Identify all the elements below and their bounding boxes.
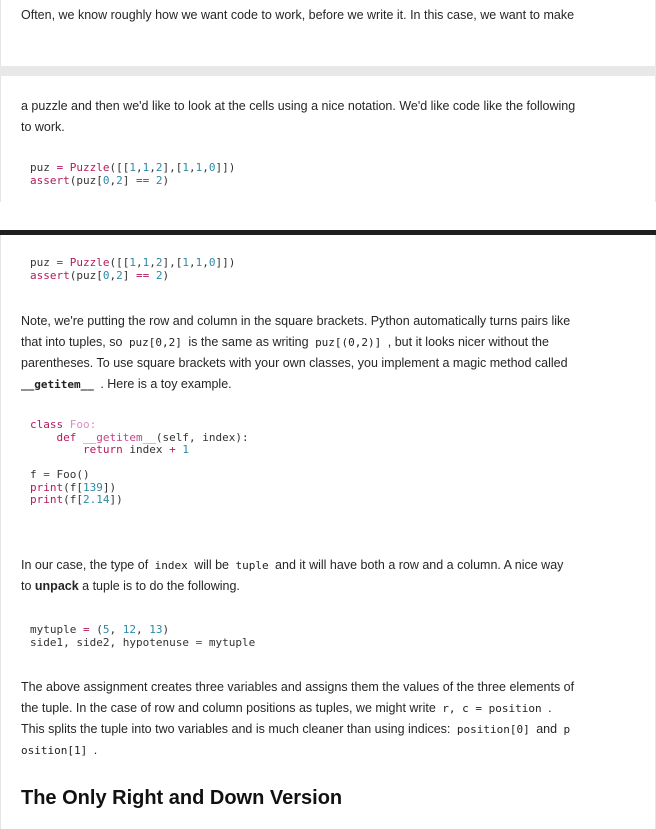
text-run: The above assignment creates three variables and assigns them the values of the three elements of [21, 680, 575, 694]
text-run: that into tuples, so [21, 335, 126, 349]
code-token: 5 [102, 623, 110, 636]
code-token: (f[ [63, 493, 83, 506]
code-token: print [30, 480, 64, 494]
code-token: 1 [182, 256, 189, 269]
code-token: Foo: [69, 418, 97, 431]
bold-term: unpack [34, 579, 79, 593]
text-line: to work. [21, 120, 65, 134]
code-token: return [82, 443, 123, 456]
code-token: 2 [116, 268, 123, 282]
text-run: and [532, 722, 561, 736]
inline-code: p [563, 723, 571, 736]
code-token: 2 [155, 256, 163, 269]
text-run: parentheses. To use square brackets with your own classes, you implement a magic method called [21, 356, 568, 370]
code-token: 1 [195, 161, 203, 174]
code-token: = [195, 635, 203, 649]
text-run: This splits the tuple into two variables and is much cleaner than using indices: [21, 722, 454, 736]
code-token: 12 [122, 623, 136, 636]
page-fragment-main [0, 235, 656, 829]
code-token: (puz[ [69, 173, 103, 187]
code-token: 2 [155, 161, 163, 174]
code-token: == [136, 173, 150, 187]
code-block-puzzle-repeat: puz = Puzzle([[1,1,2],[1,1,0]]) assert(puz[0,2] == 2) [30, 256, 236, 282]
inline-code: puz[0,2] [128, 336, 182, 349]
code-token: 1 [182, 161, 189, 174]
code-token: f [30, 468, 37, 481]
code-token: def [56, 430, 77, 444]
page-fragment-middle [0, 76, 656, 202]
code-token: 0 [208, 256, 216, 269]
intro-text-continued [21, 96, 641, 138]
code-token: print [30, 493, 64, 506]
code-token: 1 [182, 443, 189, 456]
code-token: 1 [142, 161, 150, 174]
code-token: Puzzle [69, 256, 110, 269]
code-token: 2 [155, 173, 163, 187]
code-token: 139 [83, 480, 103, 494]
code-token: mytuple [30, 623, 77, 636]
code-token: mytuple [208, 635, 256, 649]
code-token: ([[ [109, 161, 130, 174]
inline-code: position[0] [456, 723, 530, 736]
code-token: index [129, 443, 163, 456]
text-run: . Here is a toy example. [96, 377, 232, 391]
code-token: 1 [142, 256, 150, 269]
text-line: a puzzle and then we'd like to look at the cells using a nice notation. We'd like code like the following [21, 99, 576, 113]
code-token: 2.14 [83, 493, 110, 506]
text-run: is the same as writing [184, 335, 313, 349]
code-token: 0 [208, 161, 216, 174]
code-token: puz [30, 256, 50, 269]
code-token: puz [30, 161, 50, 174]
code-token: = [82, 623, 90, 636]
code-token: side1, side2, hypotenuse [30, 635, 189, 649]
code-token: Puzzle [69, 161, 110, 174]
inline-code: __getitem__ [21, 378, 94, 391]
code-token: = [43, 468, 50, 481]
code-token: class [30, 418, 64, 431]
code-token: 2 [116, 173, 123, 187]
code-token: 1 [129, 161, 136, 174]
code-block-mytuple: mytuple = (5, 12, 13) side1, side2, hypotenuse = mytuple [30, 623, 256, 649]
inline-code: osition[1] [21, 744, 88, 757]
code-token: = [56, 256, 64, 269]
section-heading: The Only Right and Down Version [21, 787, 343, 809]
code-token: assert [30, 173, 70, 187]
code-token: ([[ [109, 256, 130, 269]
text-run: a tuple is to do the following. [78, 579, 240, 593]
code-token: Foo() [56, 468, 90, 481]
code-token: (f[ [63, 480, 83, 494]
text-run: Note, we're putting the row and column in the square brackets. Python automatically turns pairs like [21, 314, 571, 328]
code-token: = [56, 161, 64, 174]
text-run: and it will have both a row and a column. A nice way [271, 558, 564, 572]
code-block-puzzle: puz = Puzzle([[1,1,2],[1,1,0]]) assert(puz[0,2] == 2) [30, 161, 236, 187]
paragraph-getitem [21, 311, 641, 395]
inline-code: tuple [235, 559, 269, 572]
code-token: 13 [149, 623, 163, 636]
code-token: 0 [102, 268, 110, 282]
page-fragment-top [0, 0, 656, 66]
code-block-foo-class [30, 419, 249, 507]
code-token: ]) [102, 480, 117, 494]
text-run: to [21, 579, 35, 593]
code-token: 2 [155, 268, 163, 282]
code-token: (puz[ [69, 268, 103, 282]
paragraph-assignment [21, 677, 641, 761]
inline-code: r, c = position [442, 702, 542, 715]
text-run: In our case, the type of [21, 558, 152, 572]
code-token: 1 [195, 256, 203, 269]
text-run: will be [190, 558, 233, 572]
code-token: 1 [129, 256, 136, 269]
code-token: __getitem__ [83, 430, 156, 444]
code-token: (self, index): [155, 430, 249, 444]
code-token: + [169, 443, 176, 456]
code-token: == [136, 268, 150, 282]
code-token: 0 [102, 173, 110, 187]
text-run: . [544, 701, 552, 715]
intro-text: Often, we know roughly how we want code to work, before we write it. In this case, we want to make [21, 8, 575, 22]
text-run: , but it looks nicer without the [384, 335, 549, 349]
page-divider [0, 66, 656, 76]
paragraph-unpack [21, 555, 641, 597]
inline-code: puz[(0,2)] [315, 336, 382, 349]
inline-code: index [154, 559, 188, 572]
text-run: . [90, 743, 98, 757]
text-run: the tuple. In the case of row and column positions as tuples, we might write [21, 701, 440, 715]
code-token: ]) [109, 493, 123, 506]
code-token: assert [30, 268, 70, 282]
